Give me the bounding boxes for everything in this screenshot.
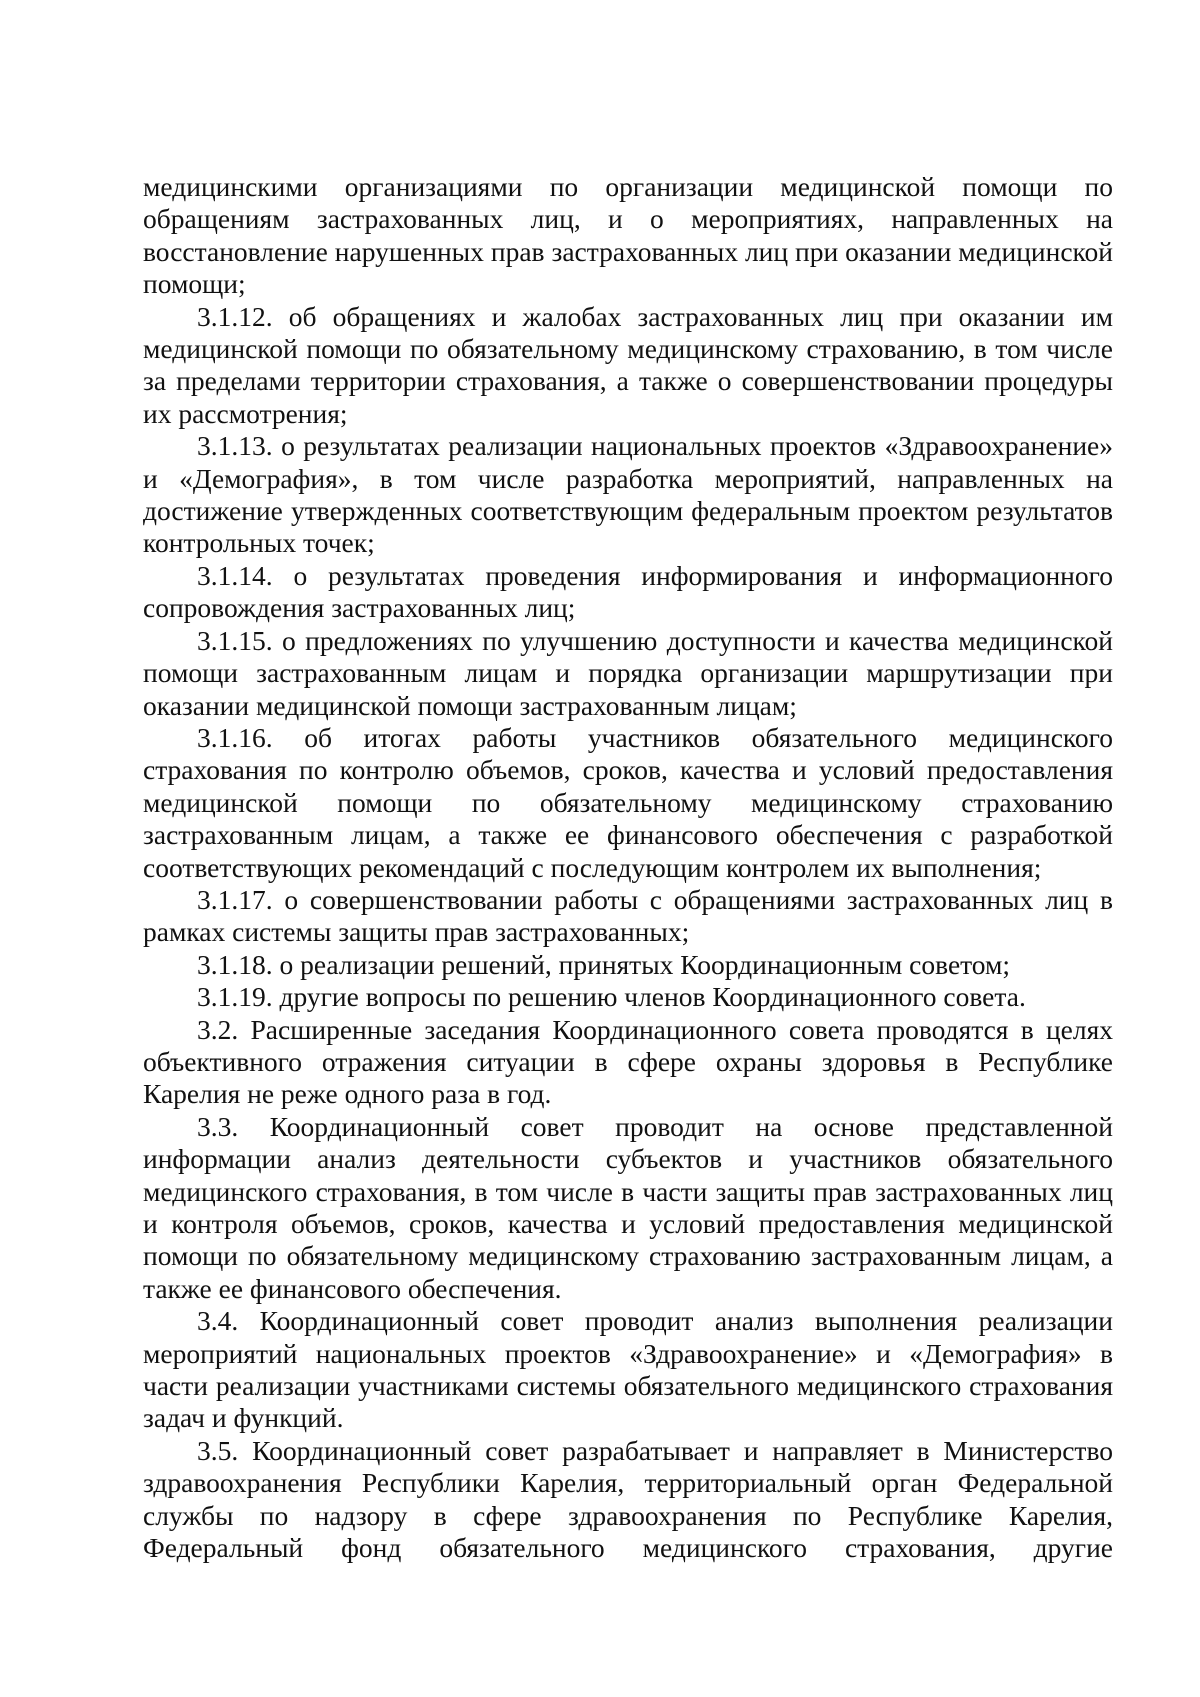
- paragraph-3-5: 3.5. Координационный совет разрабатывает и направляет в Министерство здравоохранения Республики Карелия, территориальный орган Федеральной службы по надзору в сфере здравоохранения по Республике Карелия, Федеральный фонд обязательного медицинского страхования, другие: [143, 1434, 1113, 1564]
- paragraph-3-1-14: 3.1.14. о результатах проведения информирования и информационного сопровождения застрахованных лиц;: [143, 559, 1113, 624]
- paragraph-3-3: 3.3. Координационный совет проводит на основе представленной информации анализ деятельности субъектов и участников обязательного медицинского страхования, в том числе в части защиты прав застрахованных лиц и контроля объемов, сроков, качества и условий предоставления медицинской помощи по обязательному медицинскому страхованию застрахованным лицам, а также ее финансового обеспечения.: [143, 1110, 1113, 1304]
- paragraph-3-2: 3.2. Расширенные заседания Координационного совета проводятся в целях объективного отражения ситуации в сфере охраны здоровья в Республике Карелия не реже одного раза в год.: [143, 1013, 1113, 1110]
- document-body: [143, 171, 1113, 1564]
- paragraph-3-1-18: 3.1.18. о реализации решений, принятых Координационным советом;: [197, 948, 1011, 980]
- paragraph-3-1-12: 3.1.12. об обращениях и жалобах застрахованных лиц при оказании им медицинской помощи по обязательному медицинскому страхованию, в том числе за пределами территории страхования, а также о совершенствовании процедуры их рассмотрения;: [143, 300, 1113, 429]
- paragraph-3-1-17: 3.1.17. о совершенствовании работы с обращениями застрахованных лиц в рамках системы защиты прав застрахованных;: [143, 883, 1113, 948]
- paragraph-3-1-13: 3.1.13. о результатах реализации национальных проектов «Здравоохранение» и «Демография», в том числе разработка мероприятий, направленных на достижение утвержденных соответствующим федеральным проектом результатов контрольных точек;: [143, 430, 1113, 559]
- paragraph-3-4: 3.4. Координационный совет проводит анализ выполнения реализации мероприятий национальных проектов «Здравоохранение» и «Демография» в части реализации участниками системы обязательного медицинского страхования задач и функций.: [143, 1305, 1113, 1434]
- paragraph-3-1-16: 3.1.16. об итогах работы участников обязательного медицинского страхования по контролю объемов, сроков, качества и условий предоставления медицинской помощи по обязательному медицинскому страхованию застрахованным лицам, а также ее финансового обеспечения с разработкой соответствующих рекомендаций с последующим контролем их выполнения;: [143, 721, 1113, 883]
- paragraph-continuation: медицинскими организациями по организации медицинской помощи по обращениям застрахованных лиц, и о мероприятиях, направленных на восстановление нарушенных прав застрахованных лиц при оказании медицинской помощи;: [143, 171, 1113, 300]
- paragraph-3-1-15: 3.1.15. о предложениях по улучшению доступности и качества медицинской помощи застрахованным лицам и порядка организации маршрутизации при оказании медицинской помощи застрахованным лицам;: [143, 624, 1113, 721]
- paragraph-3-1-19: 3.1.19. другие вопросы по решению членов Координационного совета.: [197, 981, 1026, 1013]
